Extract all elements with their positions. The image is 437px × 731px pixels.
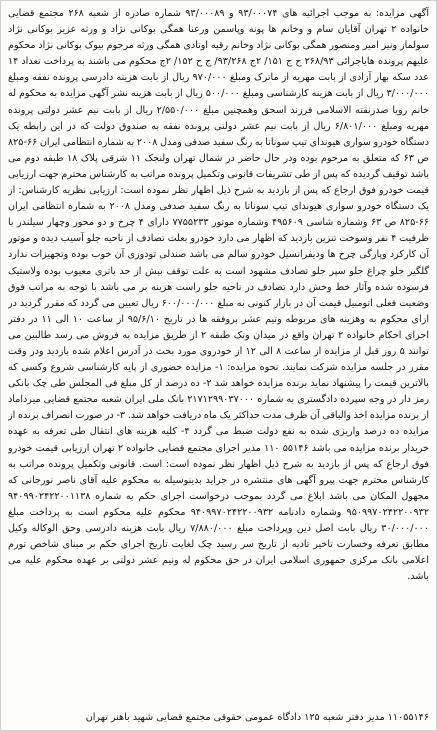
notice-footer-signature: ۱۱۰۵۵۱۴۶ مدیر دفتر شعبه ۱۲۵ دادگاه عمومی حقوقی مجتمع قضایی شهید باهنر تهران <box>85 712 429 723</box>
notice-body-text: آگهی مزایده: به موجب اجرائیه های ۹۳/۰۰۰۷۴ و ۹۳/۰۰۰۸۹ شماره صادره از شعبه ۲۶۸ مجتمع قضایی خانواده ۲ تهران آقایان سام و وخانم ها پونه وپاسمن ورعنا همگی بوکانی نژاد و ورثه عزیز بوکانی نژاد سولماز ونیز امیر ومنصور همگی بوکانی نژاد وخانم رقیه اوتادی همگی ورثه مرحوم بیوک بوکانی نژاد محکوم علیهم پرونده هایاجرائی ۲۶۸/۹۳ ح ج ۱۵۱/ ۲ج ۹۳/۲۶۸/ ج ح ۱۵۲/ ۲ج محکوم می باشند به پرداخت تعداد ۱۴ عدد سکه بهار آزادی از بابت مهریه از ماترک ومبلغ ۹۷۰/۰۰۰ ریال از بابت هزینه دادرسی پرونده نفقه ومبلغ ۳/۰۰۰/۰۰۰ ریال از بابت هزینه کارشناسی ومبلغ ۵۰۰/۰۰۰ ریال از بابت هزینه نشر آگهی مزایده به محکوم له خانم رویا صدرنقته الاسلامی فرزند اسحق وهمچنین مبلغ ۲/۵۵۰/۰۰۰ ریال از بابت نیم عشر دولتی پرونده مهریه ومبلغ ۶/۸۰۱/۰۰۰ ریال از بابت نیم عشر دولتی پرونده نفقه به صندوق دولت که در این رابطه یک دستگاه خودرو سواری هیوندای تیپ سوناتا به رنگ سفید صدفی ومدل ۲۰۰۸ به شماره انتظامی ایران ۶۶-۸۲۵ ص ۶۳ که متعلق به مرحوم بوده ودر حال حاضر در شمال تهران ولنجک ۱۱ شرقی پلاک ۱۸ طبقه دوم می باشد توقیف گردیده که پس از طی تشریفات قانونی وتکمیل پرونده مراتب به کارشناس محترم جهت ارزیابی قیمت خودرو فوق ارجاع که پس از بازدید به شرح ذیل اظهار نظر نموده است: ارزیابی نظریه کارشناس: از یک دستگاه خودرو سواری هیوندای تیپ سوناتا به رنگ سفید صدفی ومدل ۲۰۰۸ به شماره انتظامی ایران ۶۶-۸۲۵ ص ۶۳ وشماره شاسی ۴۹۵۶۰۹ وشماره موتور ۷۷۵۵۲۳۳ دارای ۴ چرخ و دو محور وچهار سیلندر با ظرفیت ۴ نفر وسوخت تنزین بازدید که اظهار می دارد خودرو بعلت تصادف از ناحیه جلو آسیب دیده و موتور آن کارکرد وپارگی چرخ ها ودیفرانسیل خودرو سالم می باشد صندلی تودوزی آن خوب بوده وتجهیزات ندارد گلگیر جلو چراغ جلو سپر جلو تصادف مشهود است به علت توقف بیش از حد باتری معیوب بوده ولاستیک فرسوده شده وآثار خط وخش دارد تصادف در ناحیه جلو راست هزینه بر می باشد با توجه به مراتب فوق وضعیت فعلی اتومبیل قیمت آن در بازار کنونی به مبلغ ۶۰۰/۰۰۰/۰۰۰ ریال تعیین می گردد که مقرر گردید در ازای محکوم به وهزینه های مربوطه وتیم عشر بروفقه ها در تاریخ ۹۵/۶/۱۰ از ساعت ۱۰ الی ۱۱ در دفتر اجرای احکام خانواده ۲ تهران واقع در میدان ونک طبقه ۲ از طریق مزایده به فروش می رسد طالبین می توانند ۵ روز قبل از مزایده از ساعت ۸ الی ۱۲ از خودروی مورد بحث در آدرس اعلام شده بازدید ودر وقت مقرر در جلسه مزایده شرکت نمایند. نحوه مزایده: ۱- مزایده حضوری از پایه کارشناسی شروع وکسی که بالاترین قیمت را پیشنهاد نماید برنده مزایده خواهد شد ۲- ده درصد از کل مبلغ فی المجلس طی چک بانکی رمز دار در وجه سپرده دادگستری به شماره ۲۱۷۱۲۹۹۰۳۷۰۰۰ بانک ملی ایران شعبه مجتمع قضایی میرداماد از برنده مزایده اخذ والباقی آن ظرف مدت حداکثر یک ماه دریافت خواهد شد. ۳- در صورت انصراف برنده از مزایده ده درصد واریزی شده به نفع دولت ضبط می گردد ۴- کلیه هزینه های انتقال طی تعرفه به عهده خریدار برنده مزایده می باشد ۵۵۱۴۶ ۱۱۰ مدیر اجرای مجتمع قضایی خانواده ۲ تهران ارزیابی قیمت خودرو فوق ارجاع که پس از بازدید به شرح ذیل اظهار نظر نموده است: است. قانونی وتکمیل پرونده مراتب به کارشناس محترم جهت پیرو آگهی های منتشره در جراید بدینوسیله به محکوم علیه آقای ناصر نورجانی که مجهول المکان می باشد ابلاغ می گردد بموجب درخواست اجرای حکم به شماره ۹۴۰۹۹۰۲۴۲۲۰۰۱۱۳۸ ۹۵۰۹۹۷۰۲۴۲۲۰۰۹۳۲ وشماره دادنامه ۹۴۰۹۹۷۰۲۴۲۲۰۰۹۳۲ محکوم علیه محکوم است به پرداخت مبلغ ۳۰/۰۰۰/۰۰۰ ریال بابت اصل دین وپرداخت مبلغ ۷/۸۸۰/۰۰۰ ریال بابت هزینه دادرسی وحق الوکاله وکیل مطابق تعرفه وخسارت تاخیر تادیه از تاریخ سر رسید چک لغایت تاریخ اجرای حکم بر مبنای شاخص تورم اعلامی بانک مرکزی جمهوری اسلامی ایران در حق محکوم له ونیم عشر دولتی بر عهده محکوم علیه می باشد. <box>8 8 429 583</box>
